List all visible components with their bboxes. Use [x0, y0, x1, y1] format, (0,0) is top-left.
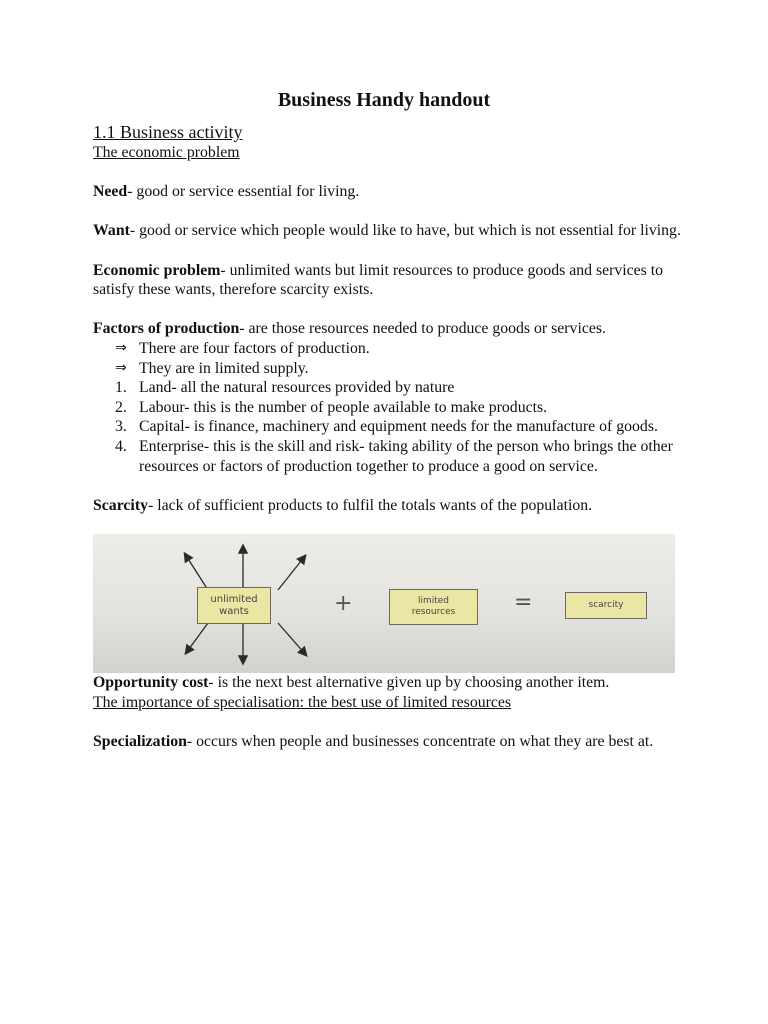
- term-need: Need: [93, 183, 128, 201]
- term-economic-problem: Economic problem: [93, 261, 221, 279]
- box-scarcity: [565, 592, 647, 619]
- box-unlimited-wants-line1: unlimited: [210, 593, 258, 605]
- section-heading: 1.1 Business activity: [93, 122, 243, 142]
- box-limited-resources: [389, 589, 478, 625]
- arrow-up-left: [185, 554, 208, 590]
- term-specialization: Specialization: [93, 733, 187, 751]
- text-economic-problem: - unlimited wants but limit resources to produce goods and services to satisfy these wants, therefore scarcity exists.: [93, 261, 664, 299]
- arrow-point-text: There are four factors of production.: [139, 339, 370, 357]
- equals-sign: =: [514, 590, 533, 616]
- box-limited-resources-line1: limited: [417, 596, 450, 607]
- factor-number: 4.: [115, 437, 127, 455]
- factor-text: Labour- this is the number of people available to make products.: [139, 398, 548, 416]
- scarcity-diagram-photo: [93, 534, 675, 673]
- definition-scarcity: [93, 496, 683, 516]
- arrow-up-right: [278, 556, 305, 590]
- definition-factors: [93, 319, 683, 339]
- subheading-economic-problem: The economic problem: [93, 144, 240, 161]
- box-unlimited-wants: [197, 587, 271, 624]
- factor-item: [93, 437, 683, 476]
- text-need: - good or service essential for living.: [127, 183, 360, 201]
- subheading-specialisation: The importance of specialisation: the best use of limited resources: [93, 693, 512, 711]
- definition-want: [93, 221, 683, 241]
- factor-number: 3.: [115, 418, 127, 436]
- factor-text: Capital- is finance, machinery and equipment needs for the manufacture of goods.: [139, 418, 658, 436]
- double-arrow-icon: ⇒: [115, 339, 127, 356]
- box-limited-resources-line2: resources: [411, 607, 456, 618]
- factor-item: [93, 398, 683, 418]
- handout-page: [93, 88, 683, 752]
- factor-text: Land- all the natural resources provided by nature: [139, 379, 455, 397]
- arrow-down-right: [278, 623, 306, 655]
- definition-need: [93, 182, 683, 202]
- term-scarcity: Scarcity: [93, 496, 148, 514]
- term-factors: Factors of production: [93, 320, 240, 338]
- plus-sign: +: [334, 591, 353, 617]
- arrow-point: [115, 359, 683, 379]
- text-factors: - are those resources needed to produce goods or services.: [239, 320, 606, 338]
- text-opportunity-cost: - is the next best alternative given up by choosing another item.: [208, 674, 610, 692]
- definition-economic-problem: [93, 261, 683, 300]
- page-title: Business Handy handout: [277, 89, 491, 111]
- definition-specialization: [93, 732, 683, 752]
- term-want: Want: [93, 222, 130, 240]
- definition-opportunity-cost: [93, 673, 683, 693]
- text-specialization: - occurs when people and businesses concentrate on what they are best at.: [186, 733, 654, 751]
- double-arrow-icon: ⇒: [115, 359, 127, 376]
- factor-list: [93, 378, 683, 476]
- factor-number: 2.: [115, 398, 127, 416]
- arrow-point: [115, 339, 683, 359]
- arrow-point-text: They are in limited supply.: [139, 359, 309, 377]
- arrow-down-left: [186, 623, 208, 653]
- text-scarcity: - lack of sufficient products to fulfil the totals wants of the population.: [147, 496, 593, 514]
- box-scarcity-label: scarcity: [588, 600, 624, 611]
- term-opportunity-cost: Opportunity cost: [93, 674, 209, 692]
- factor-item: [93, 378, 683, 398]
- arrow-point-list: [93, 339, 683, 378]
- box-unlimited-wants-line2: wants: [219, 605, 249, 617]
- factor-text: Enterprise- this is the skill and risk- taking ability of the person who brings the other resources or factors of production together to produce a good on service.: [139, 437, 673, 475]
- text-want: - good or service which people would like to have, but which is not essential for living.: [129, 222, 681, 240]
- factor-number: 1.: [115, 379, 127, 397]
- factor-item: [93, 417, 683, 437]
